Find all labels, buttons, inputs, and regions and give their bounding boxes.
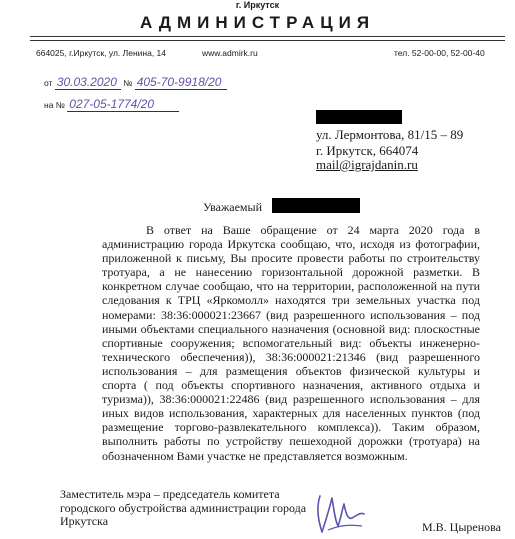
signer-title: Заместитель мэра – председатель комитета городского обустройства администрации города Иркутска (60, 487, 307, 528)
signer-name: М.В. Цыренова (422, 520, 501, 534)
reference-prefix: на № (44, 100, 65, 110)
recipient-address-city: г. Иркутск, 664074 (316, 143, 419, 158)
registration-number: 405-70-9918/20 (135, 75, 227, 90)
header-divider (30, 36, 505, 37)
registration-date-row (44, 75, 227, 90)
reference-row (44, 97, 179, 112)
date-prefix: от (44, 78, 53, 88)
header-divider-double (30, 40, 505, 41)
handwritten-signature (308, 490, 368, 536)
org-website: www.admirk.ru (202, 48, 258, 58)
recipient-address-street: ул. Лермонтова, 81/15 – 89 (316, 127, 464, 142)
organization-title: АДМИНИСТРАЦИЯ (139, 13, 376, 32)
org-address: 664025, г.Иркутск, ул. Ленина, 14 (36, 48, 166, 58)
greeting-name-redaction (272, 198, 360, 213)
registration-date: 30.03.2020 (55, 75, 121, 90)
recipient-email[interactable]: mail@igrajdanin.ru (316, 157, 418, 172)
number-prefix: № (123, 78, 133, 88)
recipient-name-redaction (316, 110, 402, 124)
letter-body (102, 223, 480, 463)
reference-number: 027-05-1774/20 (67, 97, 179, 112)
org-phones: тел. 52-00-00, 52-00-40 (394, 48, 485, 58)
header-city: г. Иркутск (235, 0, 280, 10)
greeting: Уважаемый (203, 200, 262, 214)
letter-body-paragraph: В ответ на Ваше обращение от 24 марта 2020 года в администрацию города Иркутска сообщаю, что, исходя из фотографии, приложенной к письму, Вы просите провести работы по строительству тротуара, а не нанесению горизонтальной дорожной разметки. В конкретном случае сообщаю, что на территории, расположенной на пути следования к ТРЦ «Яркомолл» находятся три земельных участка под номерами: 38:36:000021:23667 (вид разрешенного использования – под иными объектами специального назначения (основной вид: плоскостные спортивные сооружения; вспомогательный вид: объекты инженерно-технического обеспечения)), 38:36:000021:21346 (вид разрешенного использования – для размещения объектов физической культуры и спорта ( под объекты спортивного назначения, активного отдыха и туризма)), 38:36:000021:22486 (вид разрешенного использования – для иных видов использования, характерных для населенных пунктов (под размещение торгово-развлекательного комплекса)). Таким образом, выполнить работы по устройству пешеходной дорожки (тротуара) на обозначенном Вами участке не представляется возможным. (102, 223, 480, 463)
